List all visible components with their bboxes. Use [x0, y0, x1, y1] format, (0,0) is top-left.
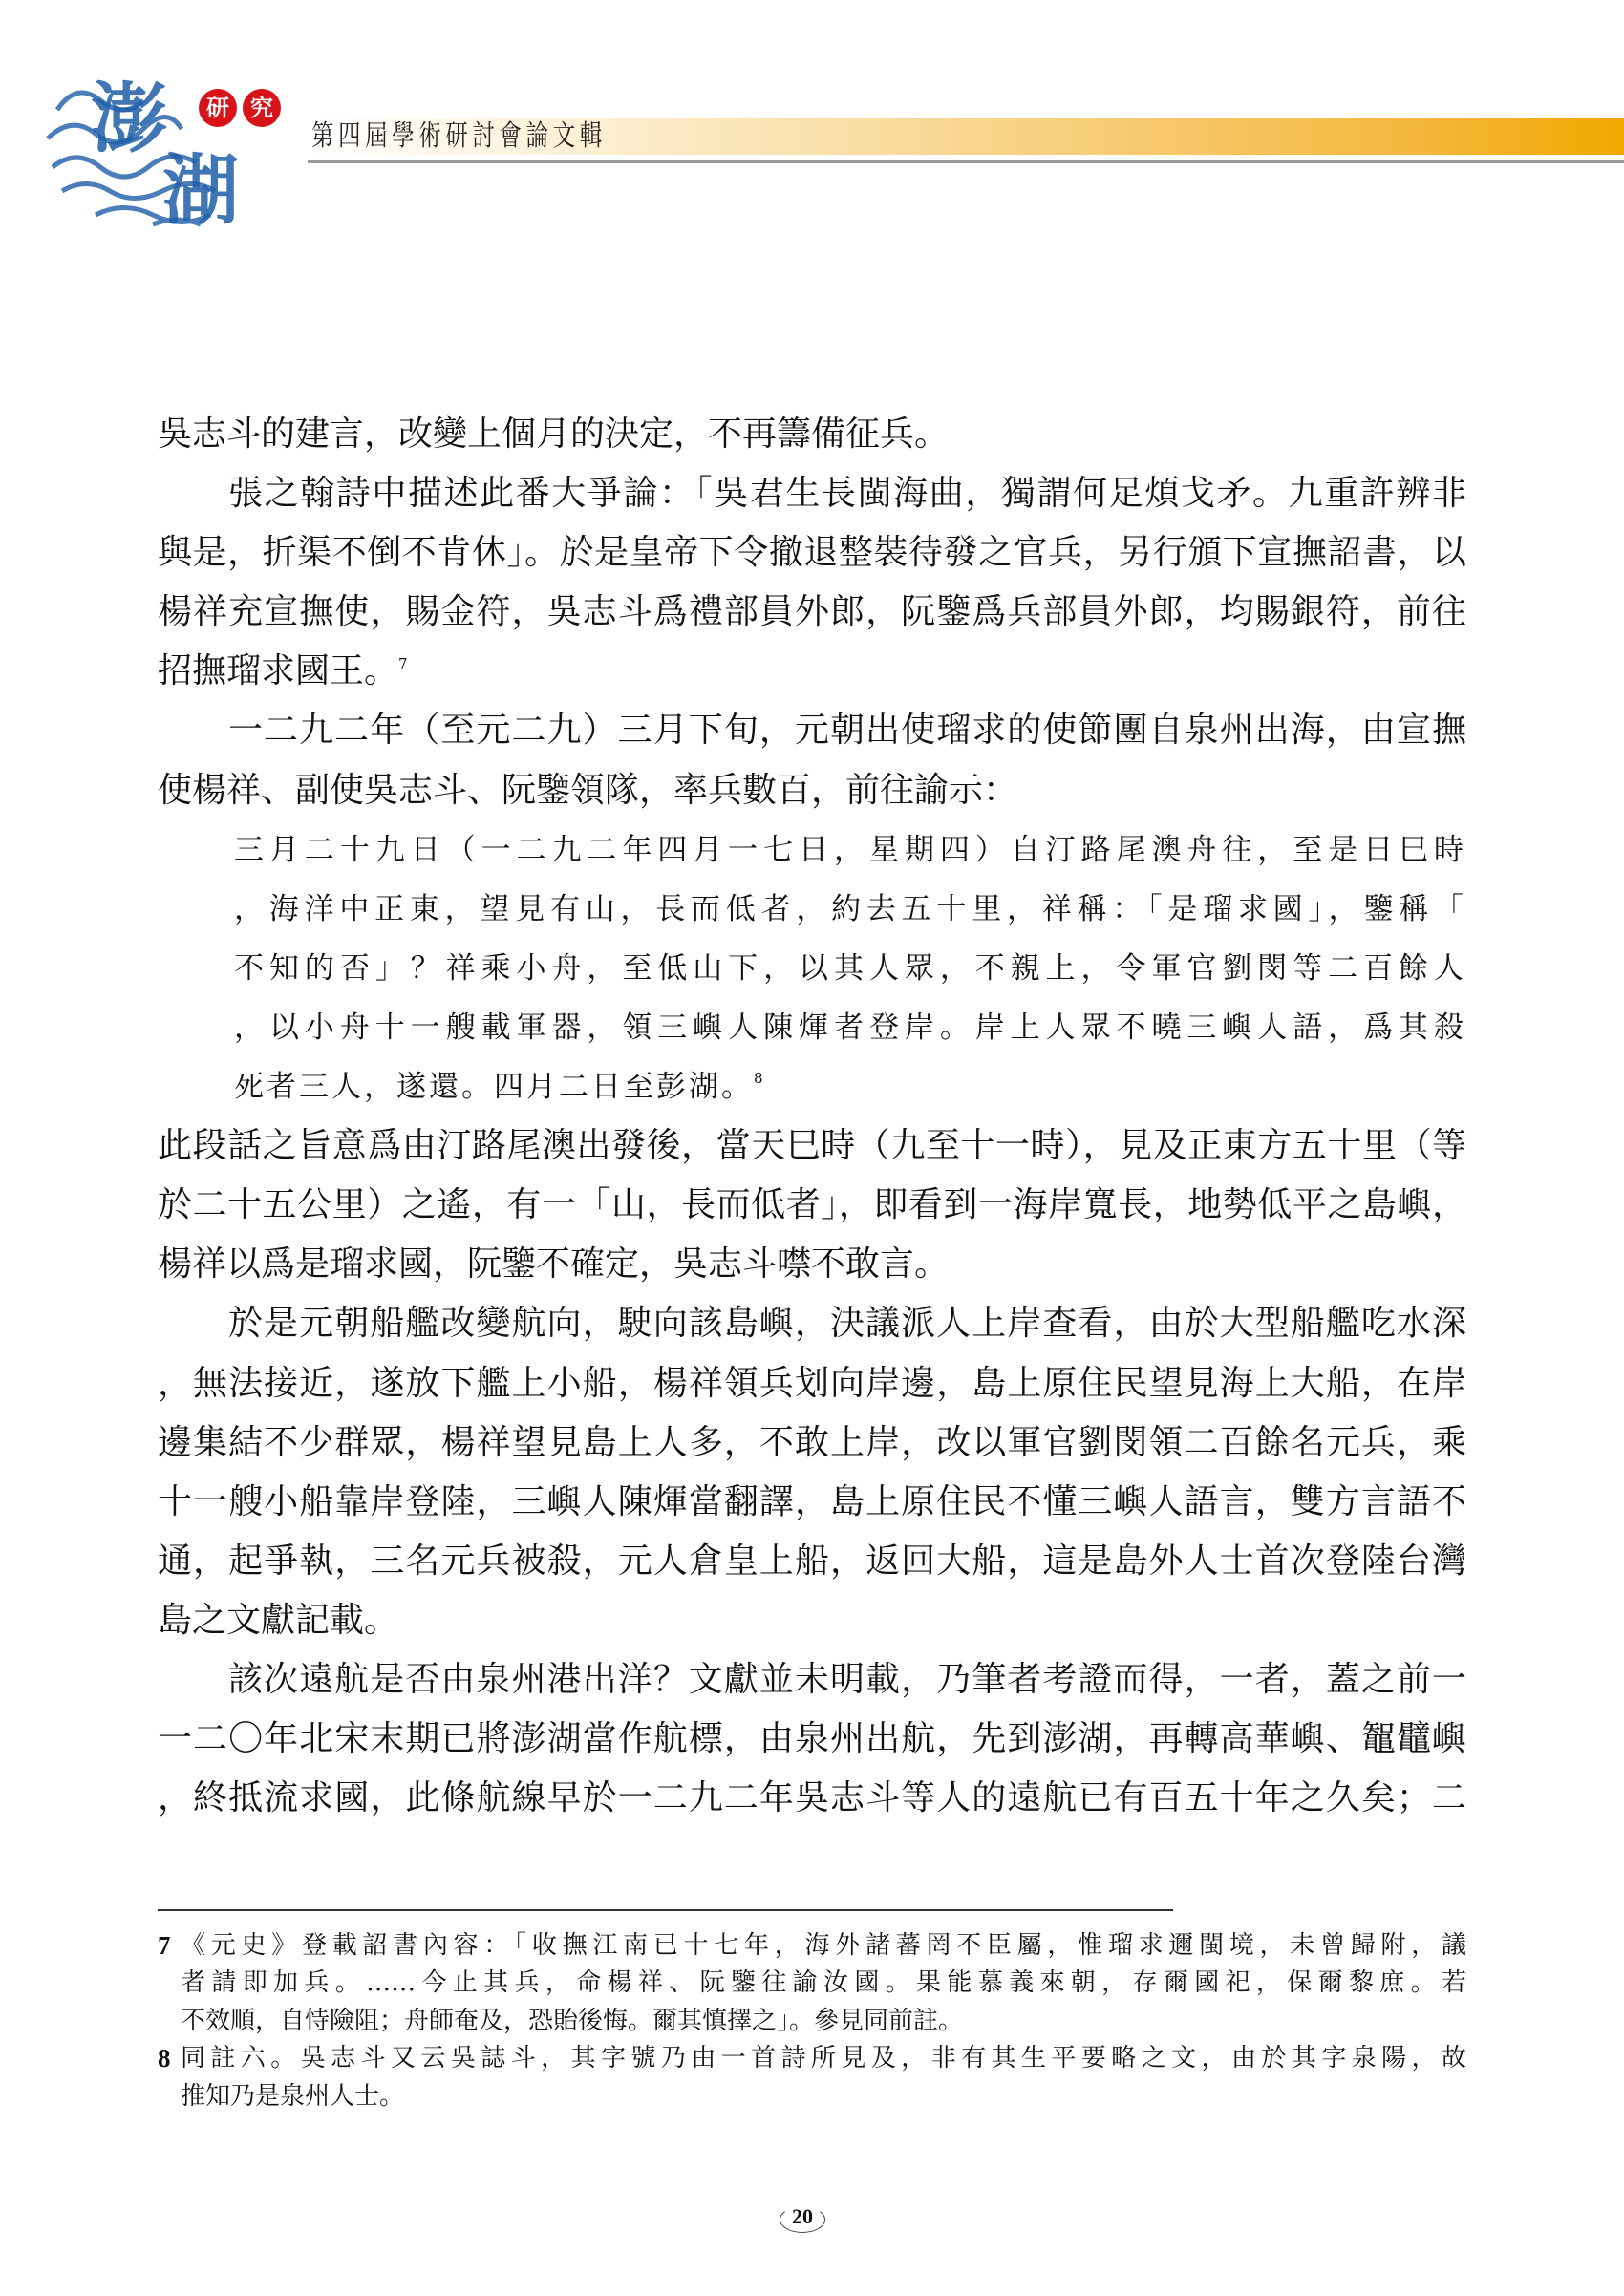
text-line	[158, 1414, 1466, 1473]
quote-line	[158, 998, 1466, 1057]
text-line	[158, 1532, 1466, 1591]
line-text: 三月二十九日（一二九二年四月一七日，星期四）自汀路尾澳舟往，至是日巳時	[234, 832, 1466, 867]
journal-logo	[38, 53, 277, 234]
footnote-line: 推知乃是泉州人士。	[181, 2081, 405, 2111]
line-text: 一二九二年（至元二九）三月下旬，元朝出使瑠求的使節團自泉州出海，由宣撫	[228, 711, 1466, 751]
line-text: 不知的否」？祥乘小舟，至低山下，以其人眾，不親上，令軍官劉閔等二百餘人	[234, 950, 1466, 986]
text-line	[158, 1710, 1466, 1769]
footnote-divider	[158, 1909, 1173, 1911]
line-text: 通，起爭執，三名元兵被殺，元人倉皇上船，返回大船，這是島外人士首次登陸台灣	[158, 1541, 1466, 1581]
text-line	[158, 1176, 1466, 1235]
quote-line	[158, 1057, 1466, 1116]
line-text: 十一艘小船靠岸登陸，三嶼人陳煇當翻譯，島上原住民不懂三嶼人語言，雙方言語不	[158, 1481, 1466, 1521]
text-line	[158, 1473, 1466, 1532]
footnote-ref[interactable]: 7	[398, 655, 408, 673]
line-text: 與是，折渠不倒不肯休」。於是皇帝下令撤退整裝待發之官兵，另行頒下宣撫詔書，以	[158, 533, 1466, 573]
footnote-line: 《元史》登載詔書內容：「收撫江南已十七年，海外諸蕃罔不臣屬，惟瑠求邇閩境，未曾歸附，議	[181, 1931, 1466, 1960]
quote-line	[158, 939, 1466, 998]
quote-line	[158, 880, 1466, 939]
text-line	[158, 1354, 1466, 1414]
footnote-number: 7	[158, 1931, 171, 1960]
line-text: 死者三人，遂還。四月二日至彭湖。	[234, 1070, 754, 1105]
line-text: 島之文獻記載。	[158, 1600, 399, 1640]
seal-yan: 研	[199, 89, 237, 127]
footnote-7	[158, 1927, 1466, 2040]
line-text: 張之翰詩中描述此番大爭論：「吳君生長閩海曲，獨謂何足煩戈矛。九重許辨非	[228, 474, 1466, 514]
seal-jiu: 究	[243, 89, 281, 127]
body-text	[158, 405, 1466, 1828]
text-line	[158, 523, 1466, 583]
line-text: 該次遠航是否由泉州港出洋？文獻並未明載，乃筆者考證而得，一者，蓋之前一	[228, 1659, 1466, 1699]
footnote-line: 者請即加兵。……今止其兵，命楊祥、阮鑒往諭汝國。果能慕義來朝，存爾國祀，保爾黎庶。若	[181, 1968, 1466, 1998]
line-text: 此段話之旨意爲由汀路尾澳出發後，當天巳時（九至十一時），見及正東方五十里（等	[158, 1126, 1466, 1166]
text-line	[158, 642, 1466, 701]
line-text: 楊祥充宣撫使，賜金符，吳志斗爲禮部員外郎，阮鑒爲兵部員外郎，均賜銀符，前往	[158, 592, 1466, 632]
line-text: 使楊祥、副使吳志斗、阮鑒領隊，率兵數百，前往諭示：	[158, 770, 1018, 810]
text-line	[158, 1116, 1466, 1176]
footnote-number: 8	[158, 2044, 171, 2073]
line-text: 邊集結不少群眾，楊祥望見島上人多，不敢上岸，改以軍官劉閔領二百餘名元兵，乘	[158, 1422, 1466, 1462]
footnote-line: 同註六。吳志斗又云吳誌斗，其字號乃由一首詩所見及，非有其生平要略之文，由於其字泉陽，故	[181, 2044, 1466, 2073]
page-number: 20	[776, 2204, 829, 2233]
text-line	[158, 583, 1466, 642]
text-line	[158, 701, 1466, 760]
line-text: 於是元朝船艦改變航向，駛向該島嶼，決議派人上岸查看，由於大型船艦吃水深	[228, 1304, 1466, 1344]
quote-line	[158, 820, 1466, 880]
line-text: 一二〇年北宋末期已將澎湖當作航標，由泉州出航，先到澎湖，再轉高華嶼、鼅鼊嶼	[158, 1719, 1466, 1759]
line-text: ，無法接近，遂放下艦上小船，楊祥領兵划向岸邊，島上原住民望見海上大船，在岸	[158, 1363, 1466, 1403]
line-text: 吳志斗的建言，改變上個月的決定，不再籌備征兵。	[158, 415, 950, 454]
line-text: 招撫瑠求國王。	[158, 651, 399, 691]
footnote-line: 不效順，自恃險阻；舟師奄及，恐貽後悔。爾其慎擇之」。參見同前註。	[181, 2006, 964, 2035]
line-text: ，以小舟十一艘載軍器，領三嶼人陳煇者登岸。岸上人眾不曉三嶼人語，爲其殺	[234, 1010, 1466, 1045]
line-text: ，海洋中正東，望見有山，長而低者，約去五十里，祥稱：「是瑠求國」，鑒稱「	[234, 891, 1466, 926]
text-line	[158, 1650, 1466, 1710]
logo-char-hu: 湖	[162, 145, 239, 235]
text-line	[158, 1294, 1466, 1353]
line-text: 於二十五公里）之遙，有一「山，長而低者」，即看到一海岸寬長，地勢低平之島嶼，	[158, 1185, 1466, 1225]
text-line	[158, 464, 1466, 523]
text-line	[158, 1591, 1466, 1650]
footnotes	[158, 1927, 1466, 2115]
text-line	[158, 405, 1466, 464]
footnote-ref[interactable]: 8	[754, 1070, 763, 1088]
text-line	[158, 1235, 1466, 1294]
line-text: ，終抵流求國，此條航線早於一二九二年吳志斗等人的遠航已有百五十年之久矣；二	[158, 1778, 1466, 1818]
footnote-8	[158, 2040, 1466, 2115]
text-line	[158, 1769, 1466, 1828]
header-divider	[308, 160, 1624, 163]
text-line	[158, 761, 1466, 820]
line-text: 楊祥以爲是瑠求國，阮鑒不確定，吳志斗噤不敢言。	[158, 1244, 950, 1285]
publication-title: 第四屆學術研討會論文輯	[311, 119, 607, 153]
logo-char-peng: 澎	[91, 74, 167, 163]
